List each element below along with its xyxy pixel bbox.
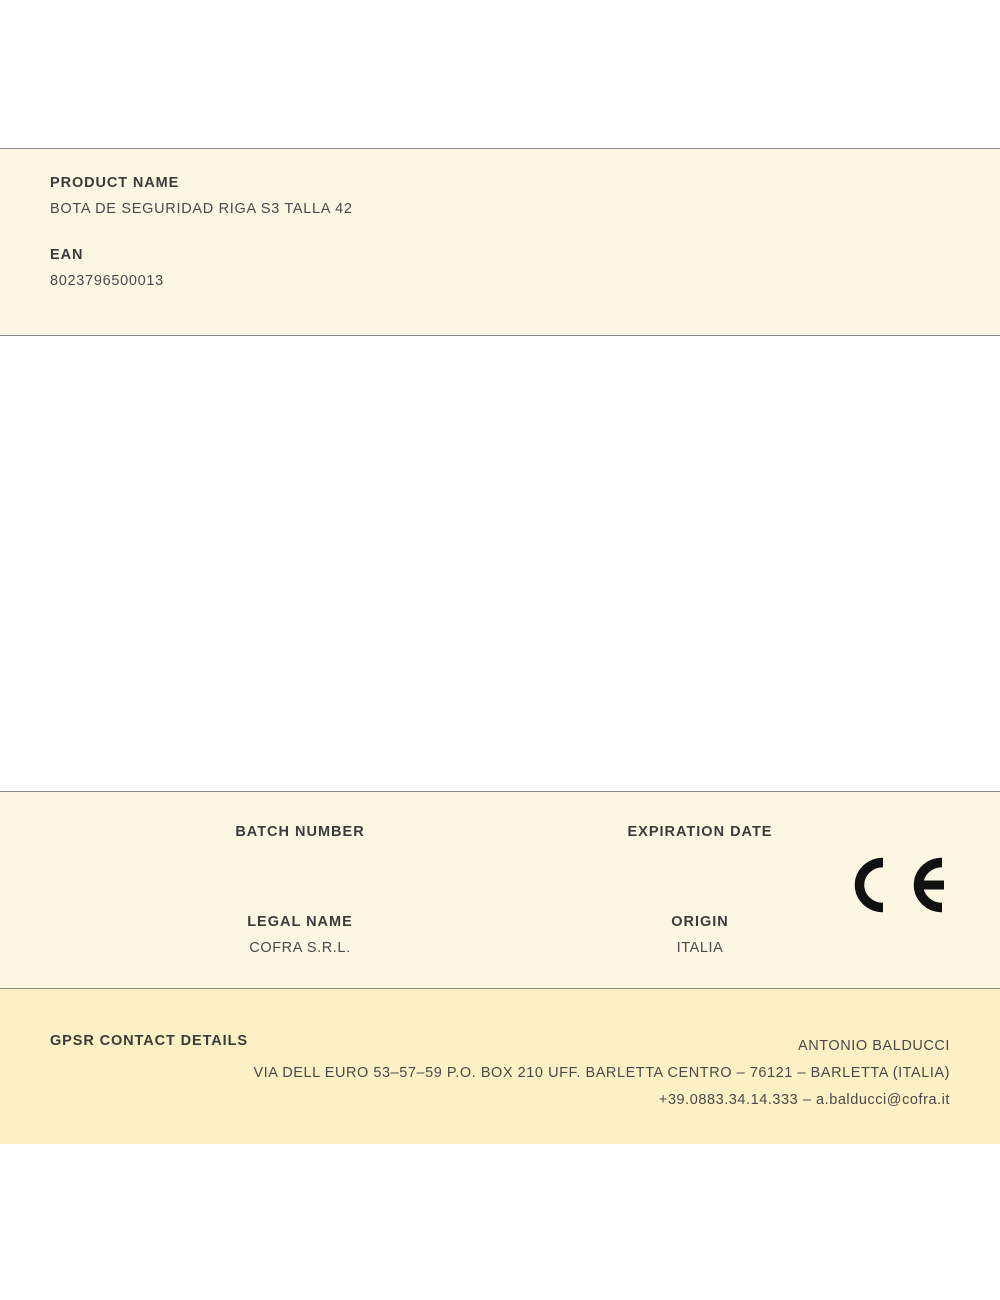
- product-header-panel: [0, 148, 1000, 336]
- gpsr-contact-panel: [0, 989, 1000, 1144]
- expiration-date-value: [600, 850, 800, 867]
- blank-content-area: [0, 336, 1000, 791]
- gpsr-contact-lines: [90, 1033, 950, 1114]
- product-info-panel: [0, 791, 1000, 989]
- legal-name-cell: [0, 914, 600, 957]
- product-name-value: BOTA DE SEGURIDAD RIGA S3 TALLA 42: [50, 201, 353, 217]
- gpsr-contact-label: GPSR CONTACT DETAILS: [50, 1033, 248, 1049]
- gpsr-contact-address: VIA DELL EURO 53–57–59 P.O. BOX 210 UFF. BARLETTA CENTRO – 76121 – BARLETTA (ITALIA): [253, 1065, 950, 1081]
- legal-name-label: LEGAL NAME: [247, 914, 353, 930]
- product-name-label: PRODUCT NAME: [50, 175, 180, 191]
- ean-value: 8023796500013: [50, 273, 164, 289]
- info-row-legal-origin: [0, 914, 1000, 957]
- batch-number-label: BATCH NUMBER: [235, 824, 365, 840]
- batch-number-value: [0, 850, 600, 867]
- origin-value: ITALIA: [676, 940, 724, 956]
- ce-marking-icon: [850, 854, 950, 914]
- gpsr-contact-phone-email: +39.0883.34.14.333 – a.balducci@cofra.it: [658, 1092, 950, 1108]
- gpsr-contact-name: ANTONIO BALDUCCI: [798, 1038, 950, 1054]
- origin-cell: [600, 914, 800, 957]
- product-header-content: [0, 149, 1000, 289]
- bottom-blank-area: [0, 1144, 1000, 1300]
- expiration-date-cell: [600, 824, 800, 867]
- ean-label: EAN: [50, 247, 84, 263]
- origin-label: ORIGIN: [671, 914, 729, 930]
- legal-name-value: COFRA S.R.L.: [249, 940, 351, 956]
- batch-number-cell: [0, 824, 600, 867]
- expiration-date-label: EXPIRATION DATE: [627, 824, 773, 840]
- header-spacer: [50, 217, 950, 247]
